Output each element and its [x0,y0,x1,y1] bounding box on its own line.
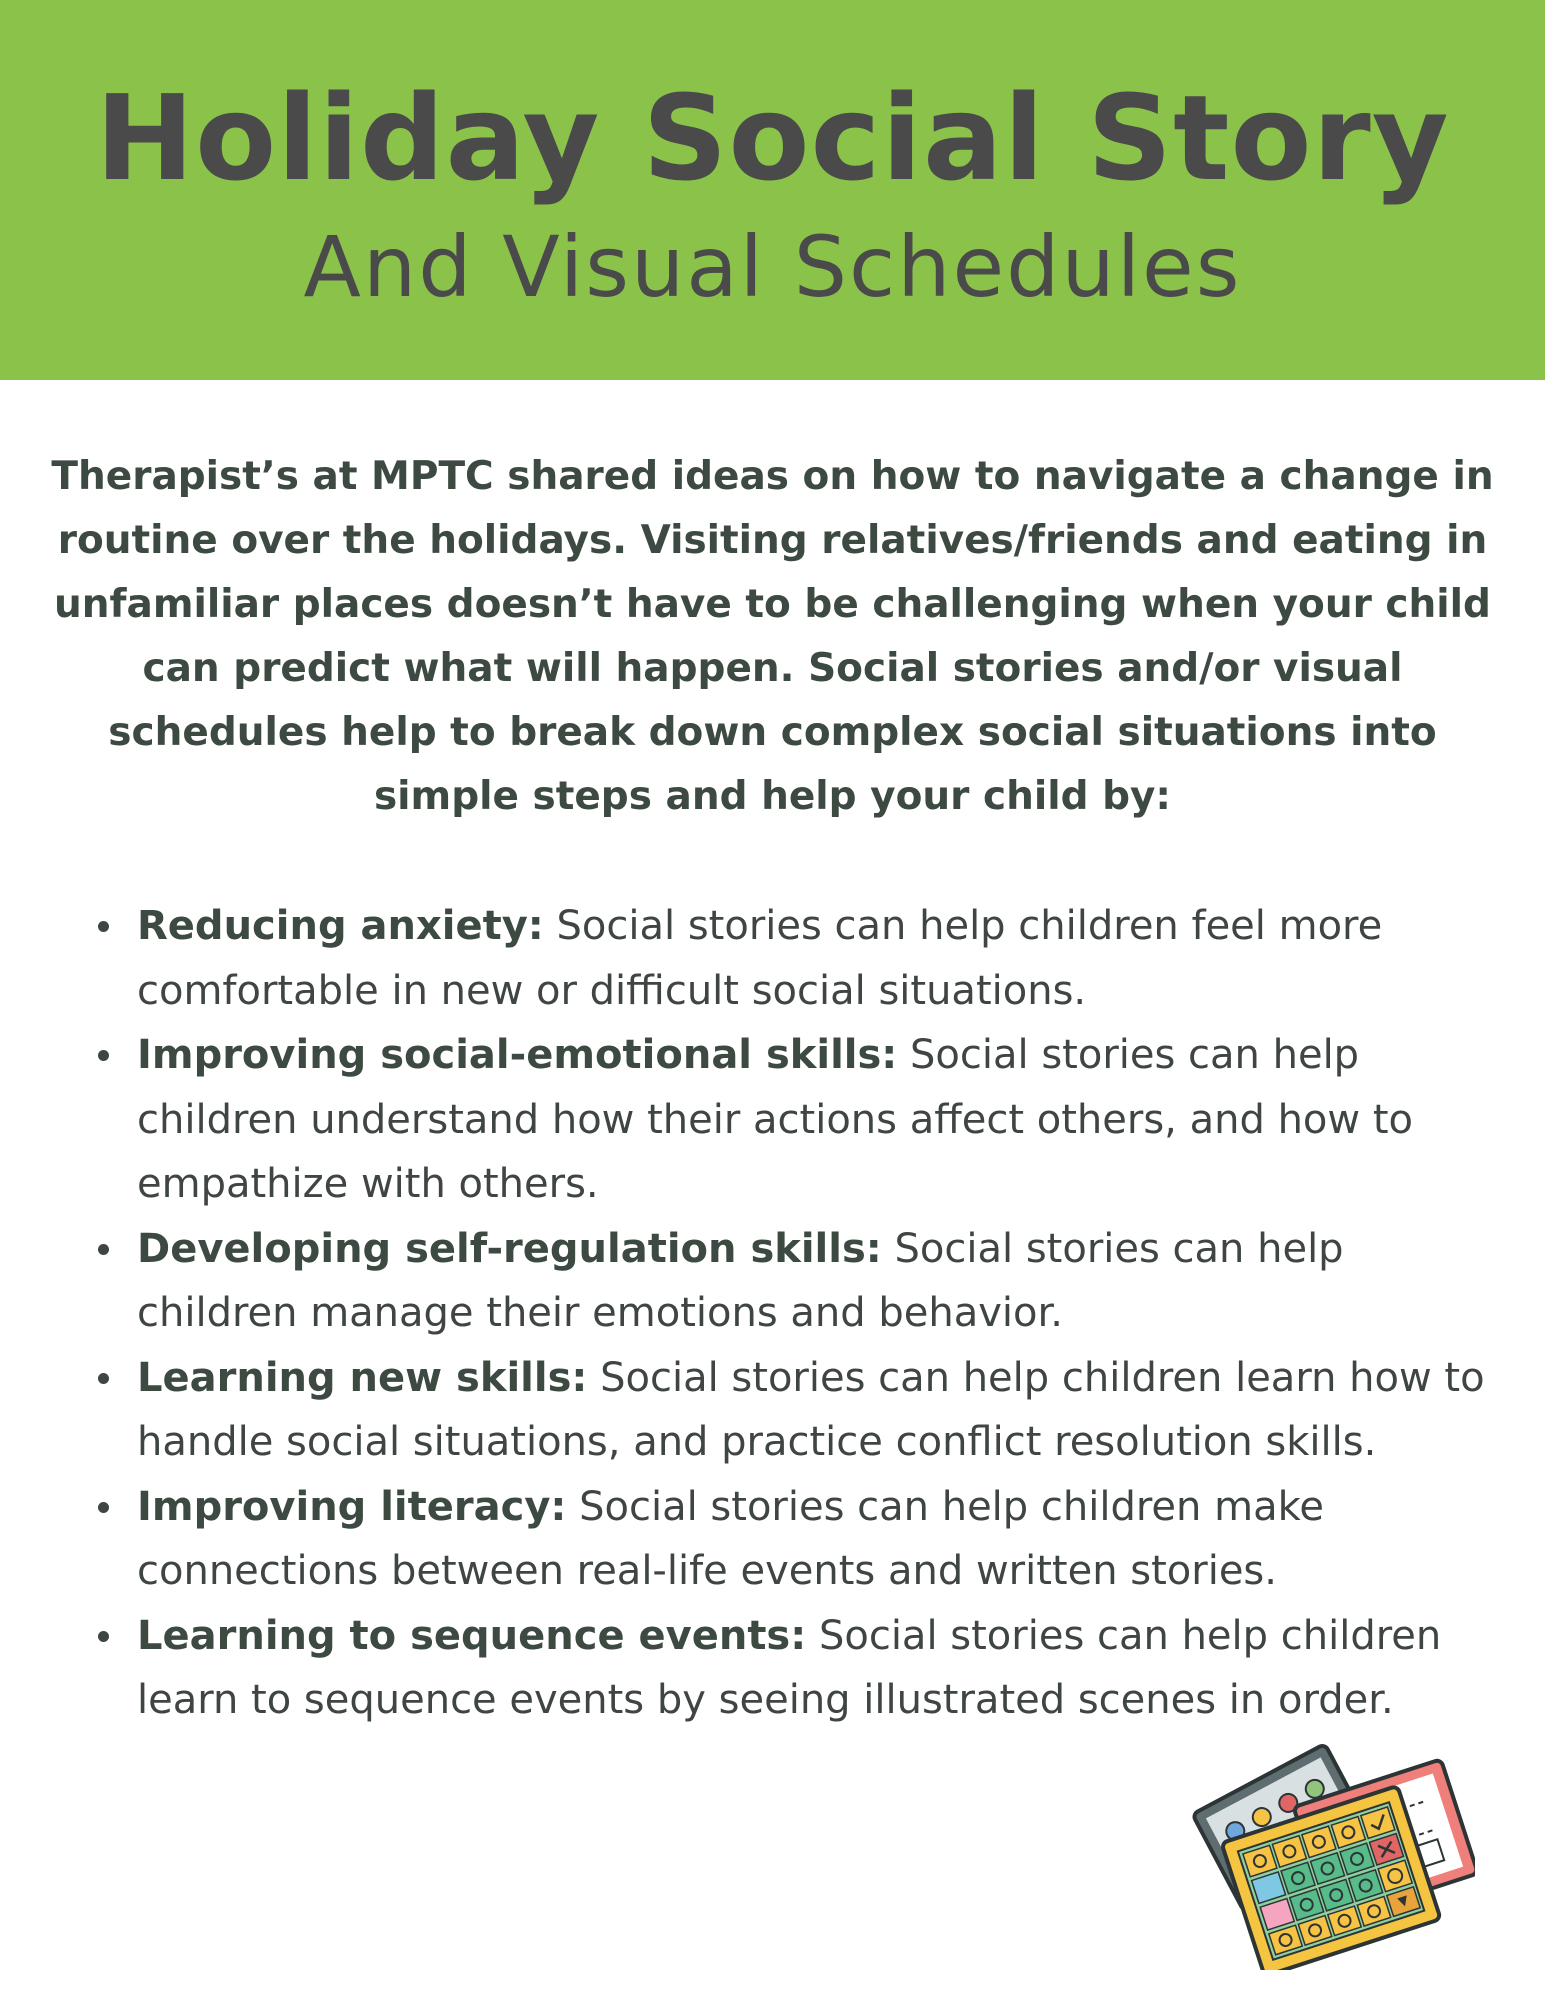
benefit-item [90,1023,1510,1217]
benefit-text: Social stories can help children manage their emotions and behavior. [137,1225,1344,1336]
benefit-item [90,894,1510,1023]
bullet-icon [98,1502,109,1513]
bullet-icon [98,1050,109,1061]
visual-schedule-cards-icon [1185,1735,1475,1970]
bullet-icon [98,1244,109,1255]
benefit-title: Learning new skills: [137,1354,588,1401]
bullet-icon [98,921,109,932]
benefit-text: Social stories can help children learn how to handle social situations, and practice conflict resolution skills. [137,1354,1485,1465]
benefit-text: Social stories can help children make connections between real-life events and written stories. [137,1483,1324,1594]
benefit-title: Developing self-regulation skills: [137,1225,882,1272]
benefit-text: Social stories can help children learn to sequence events by seeing illustrated scenes in order. [137,1612,1442,1723]
benefits-list [90,894,1510,1733]
intro-paragraph: Therapist’s at MPTC shared ideas on how to navigate a change in routine over the holidays. Visiting relatives/friends and eating in unfamiliar places doesn’t have to be challenging when your child can predict what will happen. Social stories and/or visual schedules help to break down complex social situations into simple steps and help your child by: [51,454,1494,819]
benefit-item [90,1217,1510,1346]
bullet-icon [98,1373,109,1384]
benefit-title: Reducing anxiety: [137,903,544,949]
benefit-item [90,1604,1510,1733]
benefit-title: Improving literacy: [137,1483,567,1530]
benefit-item [90,1346,1510,1475]
header-banner [0,0,1545,380]
benefit-text: Social stories can help children feel more comfortable in new or difficult social situations. [137,903,1383,1014]
benefit-title: Improving social-emotional skills: [137,1032,898,1078]
bullet-icon [98,1631,109,1642]
benefit-text: Social stories can help children understand how their actions affect others, and how to empathize with others. [137,1032,1413,1207]
page-subtitle: And Visual Schedules [303,218,1242,316]
benefit-title: Learning to sequence events: [137,1612,807,1659]
benefit-item [90,1475,1510,1604]
page-title: Holiday Social Story [95,69,1450,207]
